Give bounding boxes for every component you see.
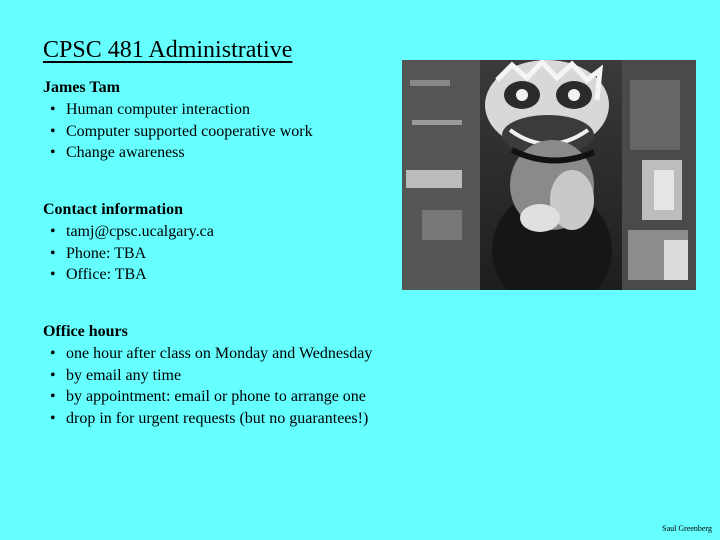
office-hours-section <box>43 321 372 430</box>
list-item: • one hour after class on Monday and Wednesday <box>43 343 372 365</box>
bullet-list <box>43 221 214 286</box>
list-item: • drop in for urgent requests (but no guarantees!) <box>43 408 372 430</box>
list-item: • by email any time <box>43 365 372 387</box>
list-item: • by appointment: email or phone to arrange one <box>43 386 372 408</box>
slide-title: CPSC 481 Administrative <box>43 37 293 63</box>
contact-section <box>43 199 214 286</box>
section-heading: James Tam <box>43 79 120 96</box>
list-item: • Phone: TBA <box>43 243 214 265</box>
bullet-list <box>43 343 372 430</box>
list-item: • Change awareness <box>43 142 313 164</box>
list-item: • Computer supported cooperative work <box>43 121 313 143</box>
list-item: • tamj@cpsc.ucalgary.ca <box>43 221 214 243</box>
list-item: • Human computer interaction <box>43 99 313 121</box>
bullet-list <box>43 99 313 164</box>
list-item: • Office: TBA <box>43 264 214 286</box>
section-heading: Contact information <box>43 201 183 218</box>
lion-costume-photo <box>402 60 696 290</box>
author-credit: Saul Greenberg <box>662 524 712 533</box>
section-heading: Office hours <box>43 323 128 340</box>
instructor-section <box>43 77 313 164</box>
